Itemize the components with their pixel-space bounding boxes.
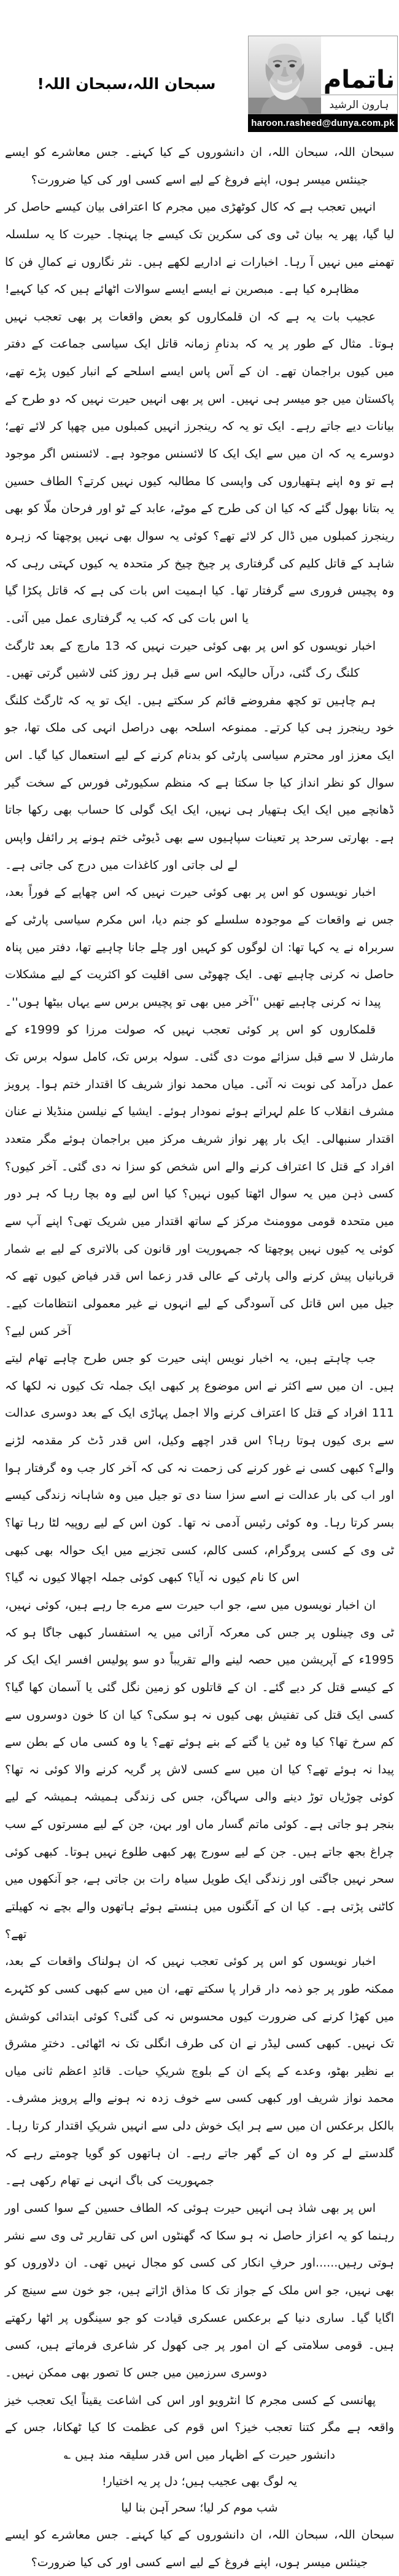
paragraph-5: ہم چاہیں تو کچھ مفروضے قائم کر سکتے ہیں۔ ایک تو یہ کہ ٹارگٹ کلنگ خود رینجرز ہی کیا کرتے۔ ممنوعہ اسلحہ بھی دراصل انہی کی ملک تھا، جو ایک معزز اور محترم سیاسی پارٹی کو بدنام کرنے کے لیے استعمال کیا گیا۔ اس سوال کو نظر انداز کیا جا سکتا ہے کہ منظم سکیورٹی فورس کے سخت گیر ڈھانچے میں ایک ایک ہتھیار ہی نہیں، ایک ایک گولی کا حساب بھی رکھا جاتا ہے۔ بھارتی سرحد پر تعینات سپاہیوں سے بھی ڈیوٹی ختم ہونے پر رائفل واپس لے لی جاتی اور کاغذات میں درج کی جاتی ہے۔ [5, 693, 394, 872]
article-epigraph: سبحان اللہ، سبحان اللہ، ان دانشوروں کے کیا کہنے۔ جس معاشرے کو ایسے جینئس میسر ہوں، اپنے فروغ کے لیے اسے کسی اور کی کیا ضرورت؟ [5, 146, 394, 187]
author-email: haroon.rasheed@dunya.com.pk [248, 114, 398, 132]
paragraph-3: عجیب بات یہ ہے کہ ان قلمکاروں کو بعض واقعات پر بھی تعجب نہیں ہوتا۔ مثال کے طور پر یہ کہ بدنامِ زمانہ قاتل ایک سیاسی جماعت کے دفتر میں کیوں براجمان تھے۔ ان کے آس پاس ایسے اسلحے کے انبار کیوں پڑے تھے، پاکستان میں جو میسر ہی نہیں۔ اس پر بھی انہیں حیرت نہیں کہ دو طرح کے بیانات دیے جاتے رہے۔ ایک تو یہ کہ رینجرز انہیں کمبلوں میں چھپا کر لائے تھے؛ دوسرے یہ کہ ان میں سے ایک ایک کا لائسنس موجود ہے۔ لائسنس اگر موجود ہے تو وہ اپنے ہتھیاروں کی واپسی کا مطالبہ کیوں نہیں کرتے؟ الطاف حسین یہ بتانا بھول گئے کہ کیا ان کی طرح کے موٹے، عابد کے ٹو اور فرحان ملّا کو بھی رینجرز کمبلوں میں ڈال کر لائے تھے؟ کوئی یہ سوال بھی نہیں پوچھتا کہ زہرہ شاہد کے قاتل کلیم کی گرفتاری پر چیخ چیخ کر متحدہ یہ کیوں کہتی رہی کہ وہ پچیس فروری سے گرفتار تھا۔ کیا اہمیت اس بات کی ہے کہ قاتل پکڑا گیا یا اس بات کی کہ کب یہ گرفتاری عمل میں آئی۔ [5, 309, 394, 625]
column-logo: ناتمام [321, 36, 397, 95]
paragraph-4: اخبار نویسوں کو اس پر بھی کوئی حیرت نہیں کہ 13 مارچ کے بعد ٹارگٹ کلنگ رک گئی، درآں حالیکہ اس سے قبل ہر روز کئی لاشیں گرتی تھیں۔ [5, 639, 376, 680]
paragraph-2: انہیں تعجب ہے کہ کال کوٹھڑی میں مجرم کا اعترافی بیان کیسے حاصل کر لیا گیا، پھر یہ بیان ٹی وی کی سکرین تک کیسے جا پہنچا۔ حیرت کا یہ سلسلہ تھمنے میں نہیں آ رہا۔ اخبارات نے اداریے لکھے ہیں۔ نثر نگاروں نے کمالِ فن کا مظاہرہ کیا ہے۔ مبصرین نے ایسے ایسے سوالات اٹھائے ہیں کہ کیا کہیے! [5, 200, 394, 297]
verse-line-2: شب موم کر لیا؛ سحر آہن بنا لیا [121, 2501, 278, 2515]
paragraph-8: جب چاہتے ہیں، یہ اخبار نویس اپنی حیرت کو جس طرح چاہے تھام لیتے ہیں۔ ان میں سے اکثر نے اس موضوع پر کبھی ایک جملہ تک کیوں نہ لکھا کہ 111 افراد کے قتل کا اعتراف کرنے والا اجمل پہاڑی ایک کے بعد دوسری عدالت سے بری کیوں ہوتا رہا؟ اس قدر اچھے وکیل، اس قدر ڈٹ کر مقدمہ لڑنے والے؟ کبھی کسی نے غور کرنے کی زحمت نہ کی کہ آخر کار جب وہ گرفتار ہوا اور اب کی بار عدالت نے اسے سزا سنا دی تو جیل میں وہ شاہانہ زندگی کیسے بسر کرتا رہا۔ وہ کوئی رئیس آدمی نہ تھا۔ کون اس کے لیے روپیہ لٹا رہا تھا؟ ٹی وی کے کسی پروگرام، کسی کالم، کسی تجزیے میں ایک حوالہ بھی کبھی اس کا نام کیوں نہ آیا؟ کبھی کوئی جملہ اچھالا کیوں نہ گیا؟ [5, 1352, 394, 1585]
article-body [5, 139, 394, 2576]
masthead-box [248, 36, 398, 114]
article-title: سبحان اللہ،سبحان اللہ! [37, 75, 216, 93]
paragraph-11: اس پر بھی شاذ ہی انہیں حیرت ہوئی کہ الطاف حسین کے سوا کسی اور رہنما کو یہ اعزاز حاصل نہ ہو سکا کہ گھنٹوں اس کی تقاریر ٹی وی سے نشر ہوتی رہیں......اور حرفِ انکار کی کسی کو مجال نہیں تھی۔ ان دلاوروں کو بھی نہیں، جو اس ملک کے جواز تک کا مذاق اڑاتے ہیں، جو خون سے سینچ کر اگایا گیا۔ ساری دنیا کے برعکس عسکری قیادت کو جو سینگوں پر اٹھا رکھتے ہیں۔ قومی سلامتی کے ان امور پر جی کھول کر شاعری فرماتے ہیں، کسی دوسری سرزمین میں جس کا تصور بھی ممکن نہیں۔ [5, 2201, 394, 2379]
masthead-left [321, 36, 397, 114]
column-masthead [248, 36, 398, 132]
author-photo [249, 36, 321, 114]
paragraph-10: اخبار نویسوں کو اس پر کوئی تعجب نہیں کہ ان ہولناک واقعات کے بعد، ممکنہ طور پر جو ذمہ دار قرار پا سکتے تھے، ان میں سے کبھی کسی کو کٹہرے میں کھڑا کرنے کی ضرورت کیوں محسوس نہ کی گئی؟ کوئی ابتدائی کوشش تک نہیں۔ کبھی کسی لیڈر نے ان کی طرف انگلی تک نہ اٹھائی۔ دخترِ مشرق بے نظیر بھٹو، وعدے کے پکے ان کے بلوچ شریکِ حیات۔ قائدِ اعظم ثانی میاں محمد نواز شریف اور کبھی کسی سے خوف زدہ نہ ہونے والے پرویز مشرف۔ بالکل برعکس ان میں سے ہر ایک خوش دلی سے انہیں شریکِ اقتدار کرتا رہا۔ گلدستے لے کر وہ ان کے گھر جاتے رہے۔ ان ہاتھوں کو گویا چومتے رہے کہ جمہوریت کی باگ انہی نے تھام رکھی ہے۔ [5, 1955, 394, 2188]
paragraph-9: ان اخبار نویسوں میں سے، جو اب حیرت سے مرے جا رہے ہیں، کوئی نہیں، ٹی وی چینلوں پر جس کی معرکہ آرائی میں یہ استفسار کبھی جاگا ہو کہ 1995ء کے آپریشن میں حصہ لینے والے تقریباً دو سو پولیس افسر ایک ایک کر کے کیسے قتل کر دیے گئے۔ ان کے قاتلوں کو زمین نگل گئی یا آسمان کھا گیا؟ کسی ایک قتل کی تفتیش بھی کیوں نہ ہو سکی؟ کیا ان کا خون دوسروں سے کم سرخ تھا؟ کیا وہ ٹین یا گتے کے بنے ہوئے تھے؟ یا وہ کسی ماں کے بطن سے پیدا نہ ہوئے تھے؟ کیا ان میں سے کسی لاش پر گریہ کرنے والا کوئی نہ تھا؟ کوئی چوڑیاں توڑ دینے والی سہاگن، جس کی زندگی ہمیشہ ہمیشہ کے لیے بنجر ہو جاتی ہے۔ کوئی ماتم گسار ماں اور بہن، جن کے لیے مسرتوں کے سب چراغ بجھ جاتے ہیں۔ جن کے لیے سورج پھر کبھی طلوع نہیں ہوتا۔ کبھی کوئی سحر نہیں جاگتی اور زندگی ایک طویل سیاہ رات بن جاتی ہے، جو آنکھوں میں کاٹنی پڑتی ہے۔ کیا ان کے آنگنوں میں ہنستے ہوئے ہاتھوں والے بچے نہ کھیلتے تھے؟ [5, 1598, 394, 1941]
paragraph-12: پھانسی کے کسی مجرم کا انٹرویو اور اس کی اشاعت یقیناً ایک تعجب خیز واقعہ ہے مگر کتنا تعجب خیز؟ اس قوم کی عظمت کا کیا ٹھکانا، جس کے دانشور حیرت کے اظہار میں اس قدر سلیقہ مند ہیں ؎ [5, 2393, 394, 2462]
paragraph-6: اخبار نویسوں کو اس پر بھی کوئی حیرت نہیں کہ اس چھاپے کے فوراً بعد، جس نے واقعات کے موجودہ سلسلے کو جنم دیا، اس مکرم سیاسی پارٹی کے سربراہ نے یہ کہا تھا: ان لوگوں کو کہیں اور چلے جانا چاہیے تھا، دفتر میں پناہ حاصل نہ کرنی چاہیے تھی۔ ایک چھوٹی سی اقلیت کو اکثریت کے لیے مشکلات پیدا نہ کرنی چاہیے تھیں ''آخر میں بھی تو پچیس برس سے یہاں بیٹھا ہوں''۔ [5, 885, 394, 1009]
paragraph-7: قلمکاروں کو اس پر کوئی تعجب نہیں کہ صولت مرزا کو 1999ء کے مارشل لا سے قبل سزائے موت دی گئی۔ سولہ برس تک، کامل سولہ برس تک عمل درآمد کی نوبت نہ آئی۔ میاں محمد نواز شریف کا اقتدار ختم ہوا۔ پرویز مشرف انقلاب کا علم لہراتے ہوئے نمودار ہوئے۔ ایشیا کے نیلسن منڈیلا نے عنان اقتدار سنبھالی۔ ایک بار پھر نواز شریف مرکز میں براجمان ہوئے مگر متعدد افراد کے قتل کا اعتراف کرنے والے اس شخص کو سزا نہ دی گئی۔ آخر کیوں؟ کسی ذہن میں یہ سوال اٹھتا کیوں نہیں؟ کیا اس لیے وہ بچا رہا کہ ہر دور میں متحدہ قومی موومنٹ مرکز کے ساتھ اقتدار میں شریک تھی؟ اپنے آپ سے کوئی یہ کیوں نہیں پوچھتا کہ جمہوریت اور قانون کی بالاتری کے لیے بے شمار قربانیاں پیش کرنے والی پارٹی کے عالی قدر زعما اس قدر فیاض کیوں تھے کہ جیل میں اس قاتل کی آسودگی کے لیے انہوں نے غیر معمولی انتظامات کیے۔ آخر کس لیے؟ [5, 1022, 394, 1338]
author-name: ہارون الرشید [329, 98, 389, 111]
verse-line-1: یہ لوگ بھی عجیب ہیں؛ دل پر یہ اختیار! [101, 2475, 298, 2489]
article-closing: سبحان اللہ، سبحان اللہ، ان دانشوروں کے کیا کہنے۔ جس معاشرے کو ایسے جینئس میسر ہوں، اپنے فروغ کے لیے اسے کسی اور کی کیا ضرورت؟ [5, 2527, 394, 2569]
